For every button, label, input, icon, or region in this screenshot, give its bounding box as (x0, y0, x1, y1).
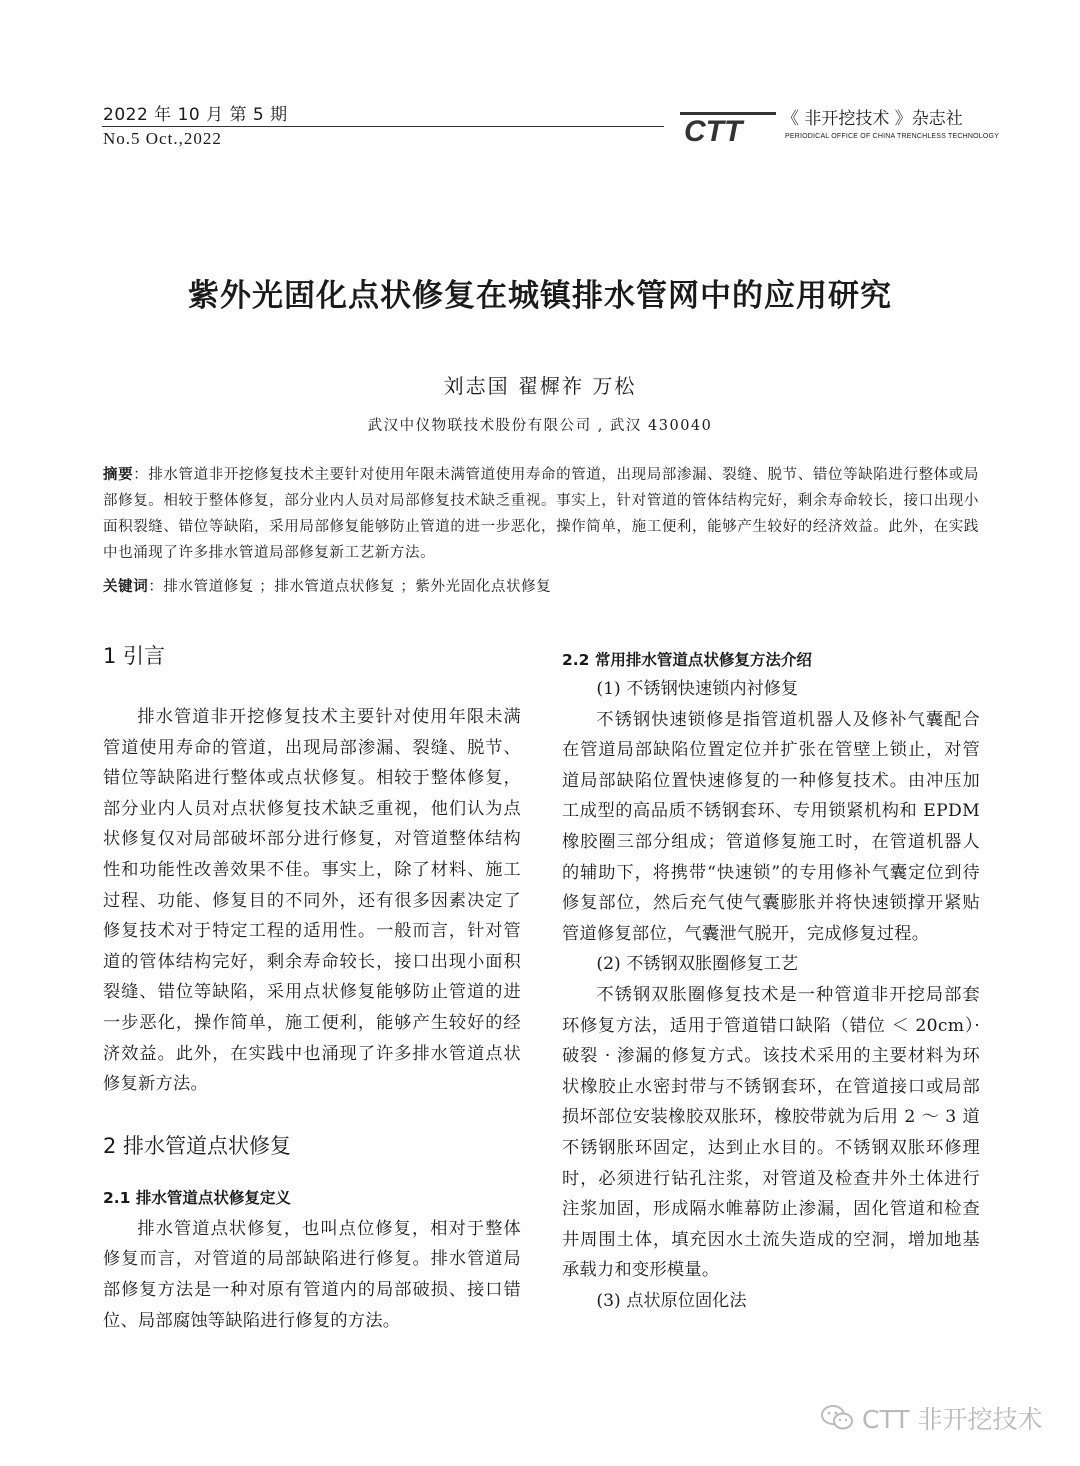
watermark-text: CTT 非开挖技术 (862, 1405, 1043, 1434)
right-column (562, 648, 980, 1316)
item-2-paragraph: 不锈钢双胀圈修复技术是一种管道非开挖局部套环修复方法，适用于管道错口缺陷（错位 ＜ 20cm）· 破裂 · 渗漏的修复方式。该技术采用的主要材料为环状橡胶止水密封带与不锈钢套环，在管道接口或局部损坏部位安装橡胶双胀环，橡胶带就为后用 2 ～ 3 道不锈钢胀环固定，达到止水目的。不锈钢双胀环修理时，必须进行钻孔注浆，对管道及检查井外土体进行注浆加固，形成隔水帷幕防止渗漏，固化管道和检查井周围土体，填充因水土流失造成的空洞，增加地基承载力和变形模量。 (562, 984, 980, 1281)
wechat-icon (820, 1404, 854, 1432)
header-rule (102, 126, 664, 127)
keywords-text: ：排水管道修复 ；排水管道点状修复 ；紫外光固化点状修复 (148, 579, 552, 595)
affiliation: 武汉中仪物联技术股份有限公司 , 武汉 430040 (367, 418, 713, 434)
publisher-name-en: PERIODICAL OFFICE OF CHINA TRENCHLESS TECHNOLOGY (785, 133, 1000, 140)
left-column (103, 640, 521, 1336)
authors: 刘志国 翟樨祚 万松 (443, 374, 637, 398)
item-3-title: (3) 点状原位固化法 (596, 1290, 747, 1311)
issue-date-cn: 2022 年 10 月 第 5 期 (103, 105, 288, 125)
abstract-label: 摘要 (103, 467, 134, 483)
keywords (103, 574, 979, 600)
logo-text: CTT (684, 115, 743, 144)
item-1-title: (1) 不锈钢快速锁内衬修复 (596, 679, 799, 699)
section-2-1-paragraph: 排水管道点状修复，也叫点位修复，相对于整体修复而言，对管道的局部缺陷进行修复。排水管道局部修复方法是一种对原有管道内的局部破损、接口错位、局部腐蚀等缺陷进行修复的方法。 (103, 1218, 521, 1331)
publisher-name-cn: 《 非开挖技术 》杂志社 (782, 109, 963, 129)
section-1-heading: 1 引言 (103, 644, 166, 668)
item-1-paragraph: 不锈钢快速锁修是指管道机器人及修补气囊配合在管道局部缺陷位置定位并扩张在管壁上锁止，对管道局部缺陷位置快速修复的一种修复技术。由冲压加工成型的高品质不锈钢套环、专用锁紧机构和 EPDM 橡胶圈三部分组成；管道修复施工时，在管道机器人的辅助下，将携带“快速锁”的专用修补气囊定位到待修复部位，然后充气使气囊膨胀并将快速锁撑开紧贴管道修复部位，气囊泄气脱开，完成修复过程。 (562, 709, 980, 944)
item-2-title: (2) 不锈钢双胀圈修复工艺 (596, 954, 799, 975)
abstract-text: ：排水管道非开挖修复技术主要针对使用年限未满管道使用寿命的管道，出现局部渗漏、裂缝、脱节、错位等缺陷进行整体或局部修复。相较于整体修复，部分业内人员对局部修复技术缺乏重视。事实上，针对管道的管体结构完好，剩余寿命较长，接口出现小面积裂缝、错位等缺陷，采用局部修复能够防止管道的进一步恶化，操作简单，施工便利，能够产生较好的经济效益。此外，在实践中也涌现了许多排水管道局部修复新工艺新方法。 (103, 467, 979, 561)
section-1-paragraph: 排水管道非开挖修复技术主要针对使用年限未满管道使用寿命的管道，出现局部渗漏、裂缝、脱节、错位等缺陷进行整体或点状修复。相较于整体修复，部分业内人员对点状修复技术缺乏重视，他们认为点状修复仅对局部破坏部分进行修复，对管道整体结构性和功能性改善效果不佳。事实上，除了材料、施工过程、功能、修复目的不同外，还有很多因素决定了修复技术对于特定工程的适用性。一般而言，针对管道的管体结构完好，剩余寿命较长，接口出现小面积裂缝、错位等缺陷，采用点状修复能够防止管道的进一步恶化，操作简单，施工便利，能够产生较好的经济效益。此外，在实践中也涌现了许多排水管道点状修复新方法。 (103, 707, 521, 1095)
paper-title: 紫外光固化点状修复在城镇排水管网中的应用研究 (188, 278, 892, 314)
section-2-2-heading: 2.2 常用排水管道点状修复方法介绍 (562, 651, 812, 669)
keywords-label: 关键词 (103, 579, 149, 595)
abstract (103, 462, 979, 566)
section-2-heading: 2 排水管道点状修复 (103, 1133, 292, 1158)
issue-date-en: No.5 Oct.,2022 (103, 129, 222, 148)
section-2-1-heading: 2.1 排水管道点状修复定义 (103, 1188, 291, 1207)
ctt-logo (680, 108, 776, 144)
